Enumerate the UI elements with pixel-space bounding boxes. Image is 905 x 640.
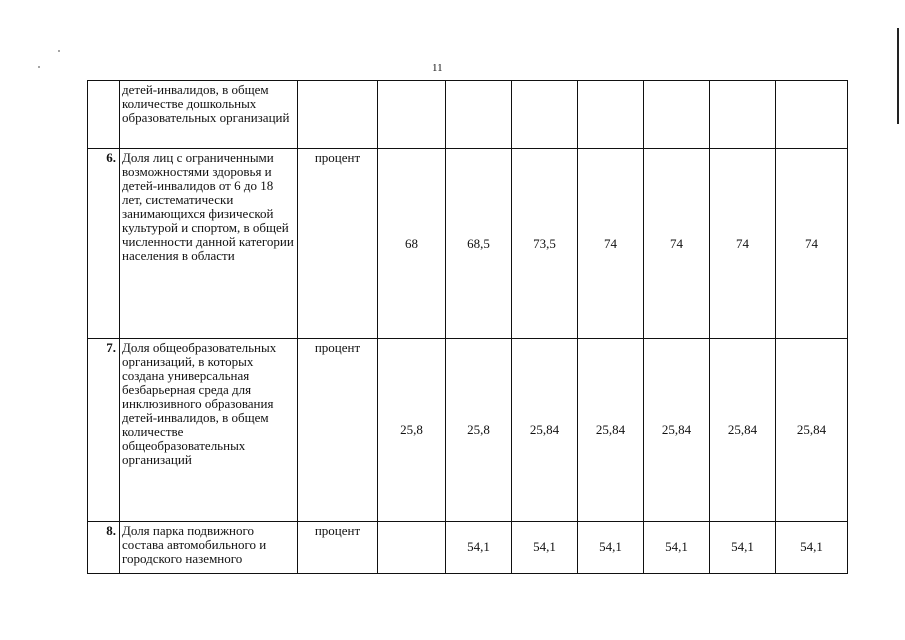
value-cell: 25,84 [512, 339, 578, 522]
value-cell: 54,1 [644, 522, 710, 574]
value-cell: 74 [644, 149, 710, 339]
value-cell [710, 81, 776, 149]
scan-edge-line [897, 28, 899, 124]
unit-cell [298, 81, 378, 149]
value-cell: 73,5 [512, 149, 578, 339]
value-cell: 54,1 [776, 522, 848, 574]
table-row [88, 339, 848, 522]
value-cell: 54,1 [578, 522, 644, 574]
value-cell [644, 81, 710, 149]
value-cell: 25,84 [578, 339, 644, 522]
value-cell [776, 81, 848, 149]
value-cell: 74 [776, 149, 848, 339]
table-row [88, 522, 848, 574]
scan-speck [58, 50, 60, 52]
value-cell: 54,1 [446, 522, 512, 574]
row-number [88, 81, 120, 149]
table-row [88, 81, 848, 149]
value-cell: 74 [710, 149, 776, 339]
scan-speck [38, 66, 40, 68]
row-number: 7. [88, 339, 120, 522]
page-number: 11 [432, 62, 443, 74]
value-cell [378, 522, 446, 574]
value-cell: 25,8 [446, 339, 512, 522]
value-cell: 25,8 [378, 339, 446, 522]
unit-cell: процент [298, 149, 378, 339]
table-row [88, 149, 848, 339]
value-cell [446, 81, 512, 149]
value-cell: 25,84 [644, 339, 710, 522]
row-number: 8. [88, 522, 120, 574]
value-cell: 68 [378, 149, 446, 339]
value-cell: 54,1 [512, 522, 578, 574]
indicator-name: детей-инвалидов, в общем количестве дошкольных образовательных организаций [120, 81, 298, 149]
value-cell [512, 81, 578, 149]
value-cell [578, 81, 644, 149]
value-cell: 54,1 [710, 522, 776, 574]
indicator-name: Доля лиц с ограниченными возможностями здоровья и детей-инвалидов от 6 до 18 лет, систематически занимающихся физической культурой и спортом, в общей численности данной категории населения в области [120, 149, 298, 339]
value-cell: 25,84 [710, 339, 776, 522]
row-number: 6. [88, 149, 120, 339]
value-cell [378, 81, 446, 149]
unit-cell: процент [298, 522, 378, 574]
value-cell: 25,84 [776, 339, 848, 522]
value-cell: 68,5 [446, 149, 512, 339]
unit-cell: процент [298, 339, 378, 522]
indicators-table [87, 80, 848, 574]
indicator-name: Доля общеобразовательных организаций, в которых создана универсальная безбарьерная среда для инклюзивного образования детей-инвалидов, в общем количестве общеобразовательных организаций [120, 339, 298, 522]
indicator-name: Доля парка подвижного состава автомобильного и городского наземного [120, 522, 298, 574]
value-cell: 74 [578, 149, 644, 339]
